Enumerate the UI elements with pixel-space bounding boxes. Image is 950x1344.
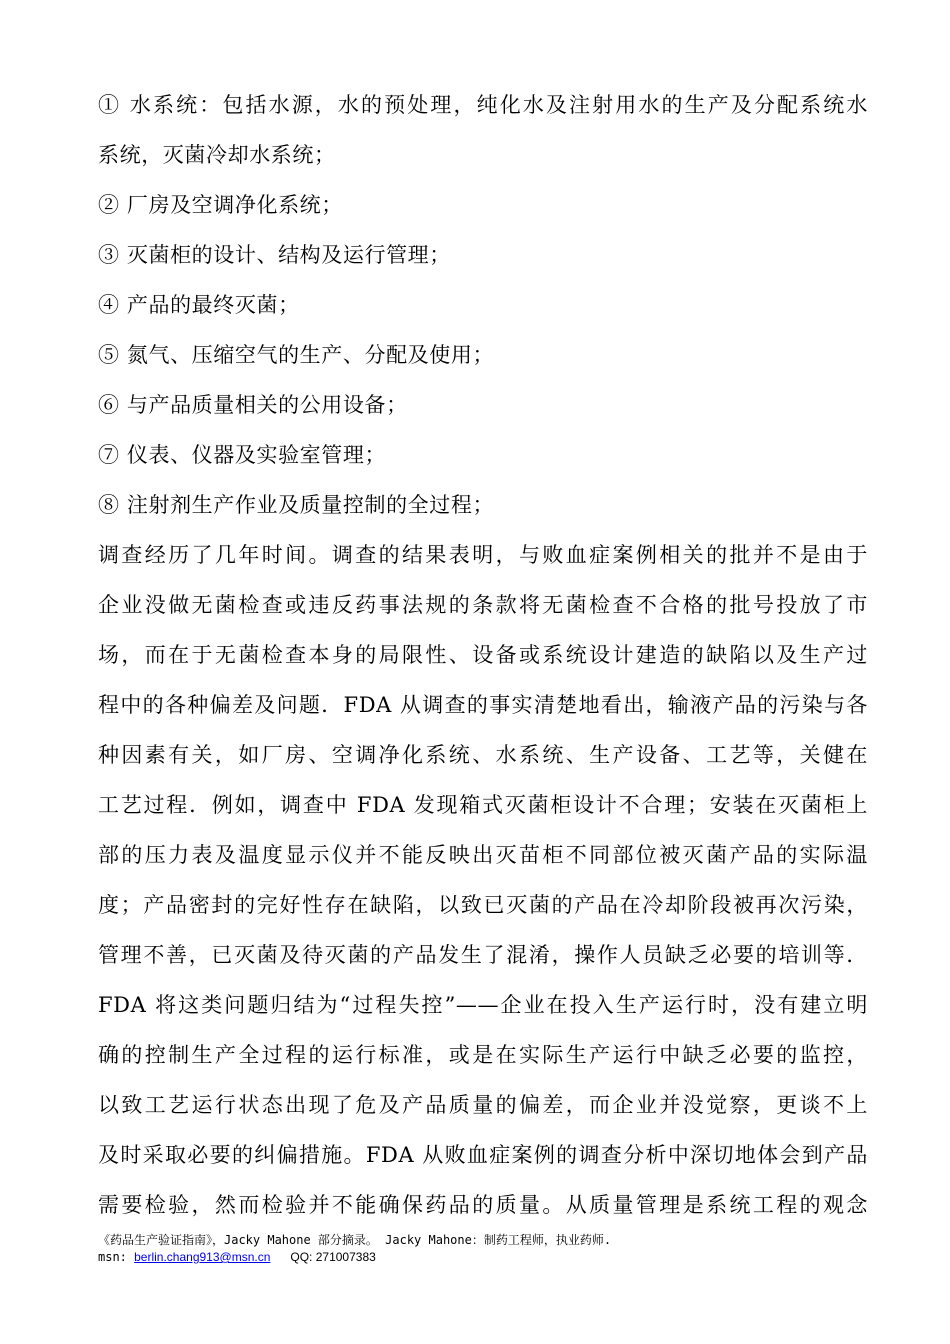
footer-citation: 《药品生产验证指南》，Jacky Mahone 部分摘录。 Jacky Mahone：制药工程师，执业药师. — [98, 1233, 612, 1247]
list-item-water-system-cont: 系统，灭菌冷却水系统； — [98, 143, 336, 167]
paragraph-line: 场，而在于无菌检查本身的局限性、设备或系统设计建造的缺陷以及生产过 — [98, 643, 868, 667]
paragraph-line: 企业没做无菌检查或违反药事法规的条款将无菌检查不合格的批号投放了市 — [98, 593, 868, 617]
list-item-sterilizer: ③ 灭菌柜的设计、结构及运行管理； — [98, 243, 451, 267]
list-item-hvac: ② 厂房及空调净化系统； — [98, 193, 343, 217]
footer-contact — [98, 1249, 376, 1265]
list-item-instruments: ⑦ 仪表、仪器及实验室管理； — [98, 443, 387, 467]
list-item-production-process: ⑧ 注射剂生产作业及质量控制的全过程； — [98, 493, 495, 517]
footer-msn-label: msn: — [98, 1250, 135, 1264]
paragraph-line: 管理不善，已灭菌及待灭菌的产品发生了混淆，操作人员缺乏必要的培训等． — [98, 943, 868, 967]
paragraph-line: 需要检验，然而检验并不能确保药品的质量。从质量管理是系统工程的观念 — [98, 1193, 868, 1217]
paragraph-line: 度；产品密封的完好性存在缺陷，以致已灭菌的产品在冷却阶段被再次污染， — [98, 893, 868, 917]
paragraph-line: 工艺过程．例如，调查中 FDA 发现箱式灭菌柜设计不合理；安装在灭菌柜上 — [98, 793, 868, 817]
list-item-water-system: ① 水系统：包括水源，水的预处理，纯化水及注射用水的生产及分配系统水 — [98, 93, 868, 117]
footer-qq: QQ: 271007383 — [290, 1250, 376, 1264]
paragraph-line: FDA 将这类问题归结为“过程失控”——企业在投入生产运行时，没有建立明 — [98, 993, 868, 1017]
paragraph-line: 及时采取必要的纠偏措施。FDA 从败血症案例的调查分析中深切地体会到产品 — [98, 1143, 868, 1167]
list-item-utilities: ⑥ 与产品质量相关的公用设备； — [98, 393, 408, 417]
paragraph-line: 以致工艺运行状态出现了危及产品质量的偏差，而企业并没觉察，更谈不上 — [98, 1093, 868, 1117]
paragraph-line: 调查经历了几年时间。调查的结果表明，与败血症案例相关的批并不是由于 — [98, 543, 868, 567]
list-item-terminal-sterilization: ④ 产品的最终灭菌； — [98, 293, 300, 317]
paragraph-line: 程中的各种偏差及问题．FDA 从调查的事实清楚地看出，输液产品的污染与各 — [98, 693, 868, 717]
paragraph-line: 确的控制生产全过程的运行标准，或是在实际生产运行中缺乏必要的监控， — [98, 1043, 868, 1067]
list-item-gases: ⑤ 氮气、压缩空气的生产、分配及使用； — [98, 343, 495, 367]
footer-email-link[interactable]: berlin.chang913@msn.cn — [134, 1250, 271, 1264]
paragraph-line: 种因素有关，如厂房、空调净化系统、水系统、生产设备、工艺等，关健在 — [98, 743, 868, 767]
paragraph-line: 部的压力表及温度显示仪并不能反映出灭苗柜不同部位被灭菌产品的实际温 — [98, 843, 868, 867]
